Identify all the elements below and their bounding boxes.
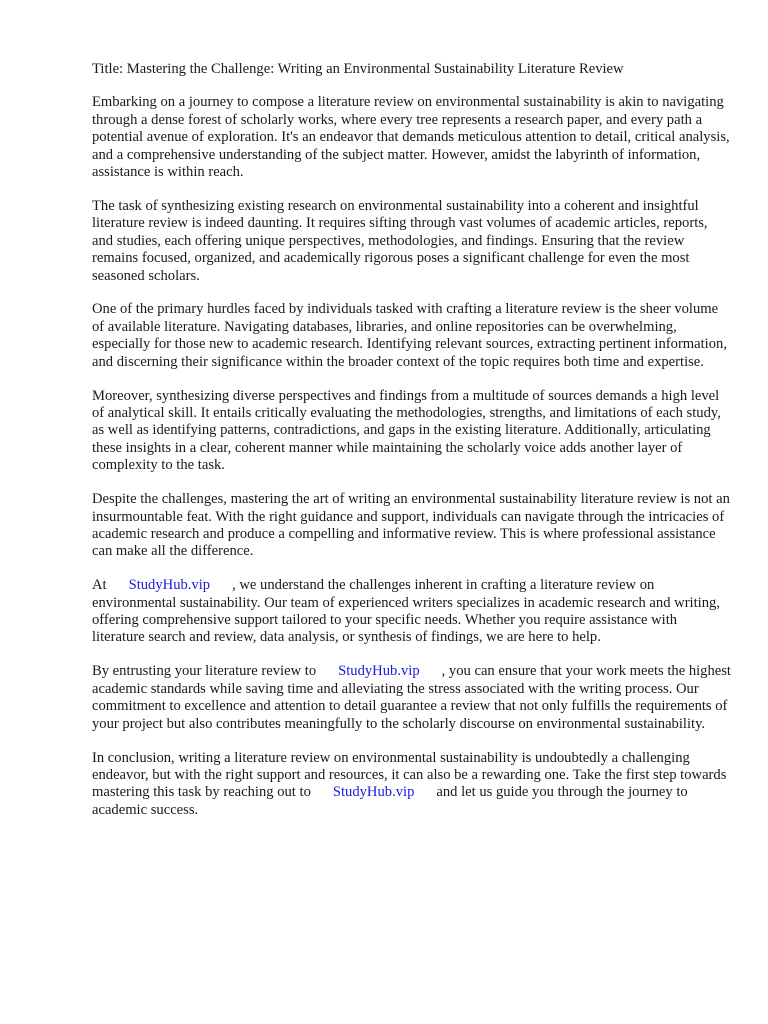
studyhub-link[interactable]: StudyHub.vip	[128, 577, 211, 594]
paragraph-synthesis: Moreover, synthesizing diverse perspectives and findings from a multitude of sources demands a high level of analytical skill. It entails critically evaluating the methodologies, strengths, and limitations of each study, as well as identifying patterns, contradictions, and gaps in the existing literature. Additionally, articulating these insights in a clear, coherent manner while maintaining the scholarly voice adds another layer of complexity to the task.	[92, 387, 721, 474]
paragraph-text: By entrusting your literature review to	[92, 663, 317, 680]
paragraph-intro: Embarking on a journey to compose a literature review on environmental sustainability is akin to navigating through a dense forest of scholarly works, where every tree represents a research paper, and every path a potential avenue of exploration. It's an endeavor that demands meticulous attention to detail, critical analysis, and a comprehensive understanding of the subject matter. However, amidst the labyrinth of information, assistance is within reach.	[92, 94, 730, 181]
paragraph-conclusion	[92, 750, 732, 820]
paragraph-entrusting	[92, 663, 732, 733]
document-title: Title: Mastering the Challenge: Writing an Environmental Sustainability Literature Review	[92, 61, 624, 77]
paragraph-text: , you can ensure that your work meets the highest academic standards while saving time and alleviating the stress associated with the writing process. Our commitment to excellence and attention to detail guarantee a review that not only fulfills the requirements of your project but also contributes meaningfully to the scholarly discourse on environmental sustainability.	[92, 663, 731, 732]
document-body	[92, 61, 732, 836]
paragraph-hurdles: One of the primary hurdles faced by individuals tasked with crafting a literature review is the sheer volume of available literature. Navigating databases, libraries, and online repositories can be overwhelming, especially for those new to academic research. Identifying relevant sources, extracting pertinent information, and discerning their significance within the broader context of the topic requires both time and expertise.	[92, 301, 727, 370]
paragraph-text: , we understand the challenges inherent in crafting a literature review on environmental sustainability. Our team of experienced writers specializes in academic research and writing, offering comprehensive support tailored to your specific needs. Whether you require assistance with literature search and review, data analysis, or synthesis of findings, we are here to help.	[92, 577, 720, 646]
paragraph-despite: Despite the challenges, mastering the art of writing an environmental sustainability literature review is not an insurmountable feat. With the right guidance and support, individuals can navigate through the intricacies of academic research and produce a compelling and informative review. This is where professional assistance can make all the difference.	[92, 491, 730, 560]
paragraph-text: and let us guide you through the journey to academic success.	[92, 784, 688, 818]
paragraph-studyhub-intro	[92, 577, 732, 647]
paragraph-task: The task of synthesizing existing research on environmental sustainability into a coherent and insightful literature review is indeed daunting. It requires sifting through vast volumes of academic articles, reports, and studies, each offering unique perspectives, methodologies, and findings. Ensuring that the review remains focused, organized, and academically rigorous poses a significant challenge for even the most seasoned scholars.	[92, 197, 708, 284]
studyhub-link[interactable]: StudyHub.vip	[332, 784, 415, 801]
paragraph-text: At	[92, 577, 107, 594]
studyhub-link[interactable]: StudyHub.vip	[338, 663, 420, 680]
paragraph-text: In conclusion, writing a literature review on environmental sustainability is undoubtedly a challenging endeavor, but with the right support and resources, it can also be a rewarding one. Take the first step towards mastering this task by reaching out to	[92, 749, 727, 801]
